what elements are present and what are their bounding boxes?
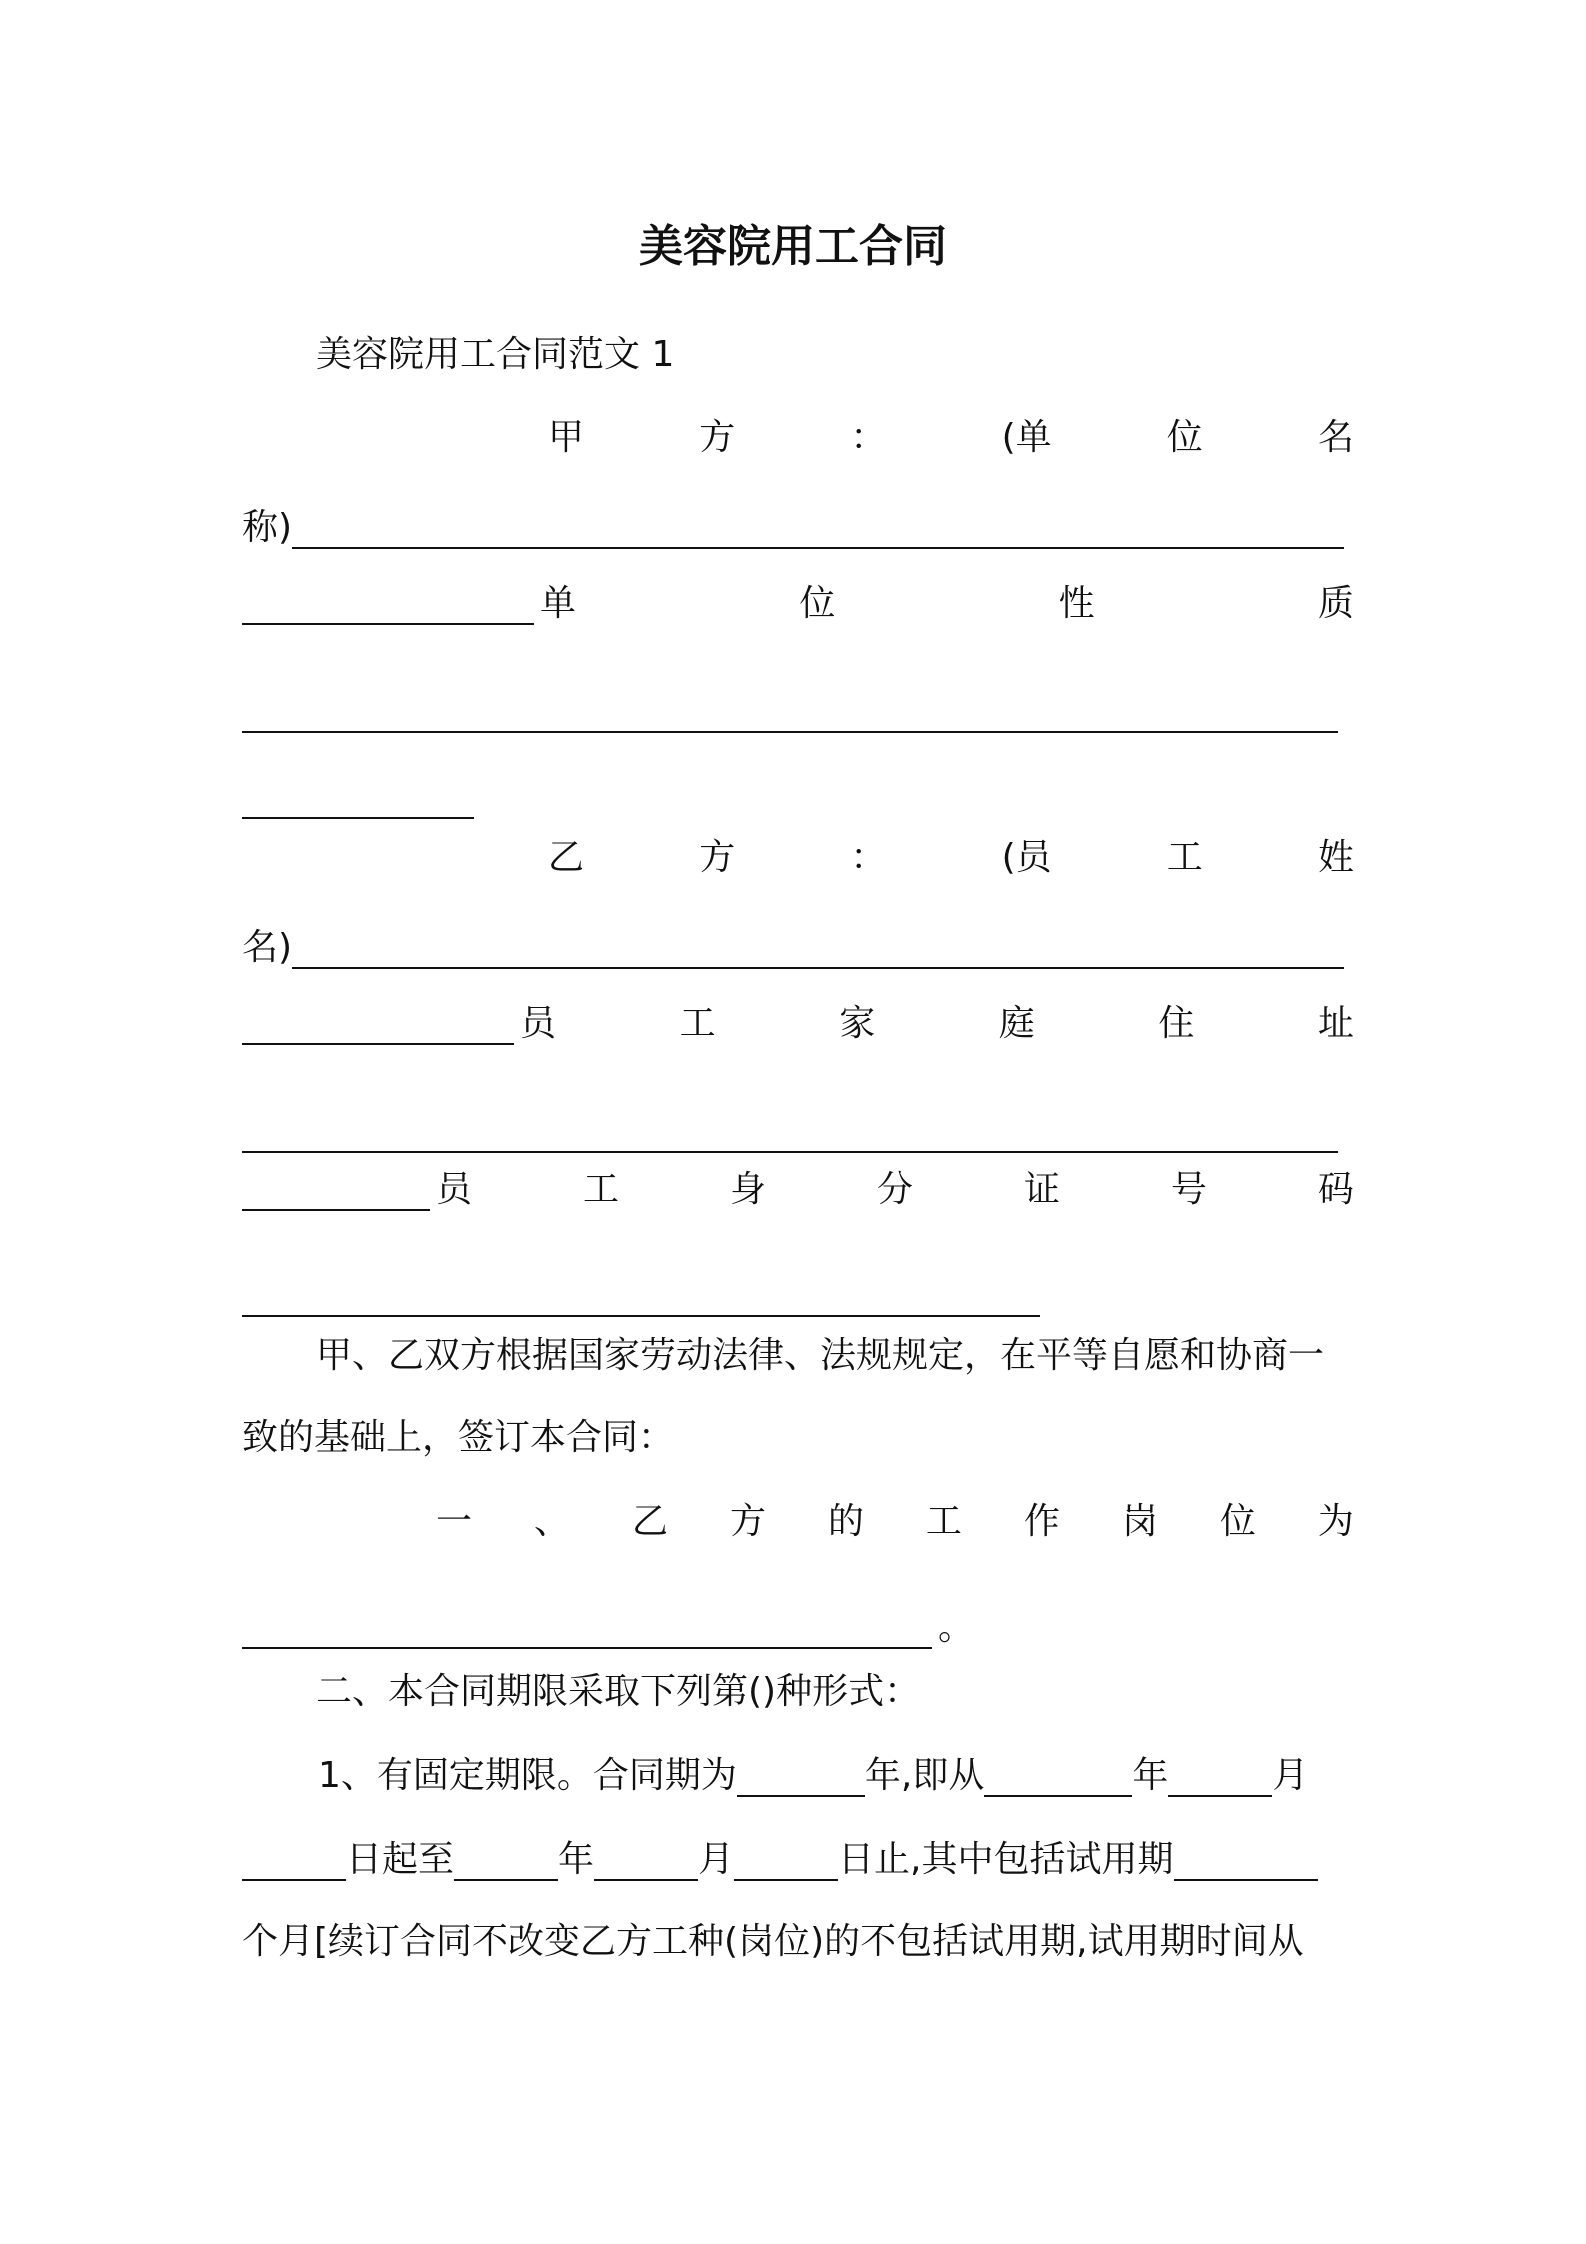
- home-address-blank[interactable]: [242, 1147, 1338, 1153]
- end-year-blank[interactable]: [454, 1875, 558, 1881]
- unit-nature-blank-line: [242, 682, 1354, 742]
- clause-1-char: 工: [925, 1501, 962, 1542]
- clause-1-char: 为: [1317, 1501, 1354, 1542]
- id-number-char: 码: [1317, 1169, 1354, 1210]
- contract-years-blank[interactable]: [737, 1791, 865, 1797]
- home-address-blank-line: [242, 1102, 1354, 1162]
- home-address-char: 庭: [998, 1003, 1035, 1044]
- party-a-label-line: [548, 408, 1354, 468]
- id-number-char: 证: [1023, 1169, 1060, 1210]
- home-address-char: 员: [520, 1003, 557, 1044]
- clause-1-char: 作: [1023, 1501, 1060, 1542]
- party-b-char: (员: [1001, 837, 1052, 878]
- fixed-term-text: 日止,其中包括试用期: [838, 1839, 1174, 1880]
- fixed-term-text: 日起至: [346, 1839, 455, 1880]
- fixed-term-line-3: 个月[续订合同不改变乙方工种(岗位)的不包括试用期,试用期时间从: [242, 1921, 1304, 1962]
- clause-1-char: 、: [533, 1501, 570, 1542]
- party-b-char: 方: [699, 837, 736, 878]
- fixed-term-text: 年: [1132, 1755, 1169, 1796]
- clause-1-char: 方: [729, 1501, 766, 1542]
- fixed-term-text: 年,即从: [864, 1755, 985, 1796]
- id-number-line: [242, 1160, 1354, 1220]
- clause-1-end: 。: [938, 1607, 975, 1648]
- id-number-char: 员: [436, 1169, 473, 1210]
- party-b-name-line: [242, 918, 1354, 978]
- party-a-name-label: 称): [242, 507, 293, 548]
- clause-1-line: [436, 1492, 1354, 1552]
- home-address-line: [242, 994, 1354, 1054]
- fixed-term-line-1: [318, 1746, 1354, 1806]
- clause-1-char: 一: [436, 1501, 473, 1542]
- id-number-blank[interactable]: [242, 1311, 1040, 1317]
- party-a-char: 位: [1166, 417, 1203, 458]
- start-day-blank[interactable]: [242, 1875, 346, 1881]
- unit-nature-blank-2[interactable]: [242, 813, 474, 819]
- party-a-name-line: [242, 498, 1354, 558]
- party-b-char: 姓: [1317, 837, 1354, 878]
- id-number-char: 工: [582, 1169, 619, 1210]
- id-number-char: 身: [729, 1169, 766, 1210]
- unit-nature-blank-line-2: [242, 768, 1354, 828]
- start-month-blank[interactable]: [1168, 1791, 1272, 1797]
- fixed-term-line-2: [242, 1830, 1354, 1890]
- document-title: 美容院用工合同: [639, 221, 947, 272]
- preamble-line-1: 甲、乙双方根据国家劳动法律、法规规定，在平等自愿和协商一: [316, 1335, 1325, 1376]
- party-a-char: 甲: [548, 417, 585, 458]
- clause-2: 二、本合同期限采取下列第()种形式：: [316, 1671, 921, 1712]
- end-month-blank[interactable]: [594, 1875, 698, 1881]
- party-b-label-line: [548, 828, 1354, 888]
- unit-nature-char: 质: [1317, 583, 1354, 624]
- party-a-char: 名: [1317, 417, 1354, 458]
- home-address-char: 家: [839, 1003, 876, 1044]
- clause-1-char: 乙: [631, 1501, 668, 1542]
- clause-1-blank-line: [242, 1598, 1354, 1658]
- unit-nature-line: [242, 574, 1354, 634]
- home-address-char: 址: [1317, 1003, 1354, 1044]
- id-number-char: 分: [876, 1169, 913, 1210]
- party-b-name-blank[interactable]: [292, 963, 1344, 969]
- party-b-char: 工: [1166, 837, 1203, 878]
- unit-nature-char: 性: [1058, 583, 1095, 624]
- unit-nature-char: 单: [540, 583, 577, 624]
- fixed-term-text: 月: [698, 1839, 735, 1880]
- fixed-term-text: 年: [558, 1839, 595, 1880]
- fixed-term-text: 月: [1272, 1755, 1309, 1796]
- home-address-char: 工: [679, 1003, 716, 1044]
- fixed-term-text: 1、有固定期限。合同期为: [318, 1755, 737, 1796]
- probation-months-blank[interactable]: [1174, 1875, 1318, 1881]
- end-day-blank[interactable]: [734, 1875, 838, 1881]
- unit-nature-blank[interactable]: [242, 727, 1338, 733]
- party-a-char: (单: [1001, 417, 1052, 458]
- unit-name-blank-end[interactable]: [242, 619, 534, 625]
- party-b-char: ：: [850, 837, 887, 878]
- home-address-blank-end[interactable]: [242, 1205, 430, 1211]
- party-a-name-blank[interactable]: [292, 543, 1344, 549]
- party-a-char: 方: [699, 417, 736, 458]
- clause-1-char: 位: [1219, 1501, 1256, 1542]
- id-number-char: 号: [1170, 1169, 1207, 1210]
- document-subtitle: 美容院用工合同范文 1: [316, 334, 675, 375]
- home-address-char: 住: [1158, 1003, 1195, 1044]
- clause-1-char: 的: [827, 1501, 864, 1542]
- party-b-char: 乙: [548, 837, 585, 878]
- job-position-blank[interactable]: [242, 1643, 932, 1649]
- unit-nature-char: 位: [799, 583, 836, 624]
- party-b-name-label: 名): [242, 927, 293, 968]
- preamble-line-2: 致的基础上，签订本合同：: [242, 1417, 675, 1458]
- employee-name-blank-end[interactable]: [242, 1039, 514, 1045]
- clause-1-char: 岗: [1121, 1501, 1158, 1542]
- id-number-blank-line: [242, 1266, 1354, 1326]
- start-year-blank[interactable]: [984, 1791, 1132, 1797]
- party-a-char: ：: [850, 417, 887, 458]
